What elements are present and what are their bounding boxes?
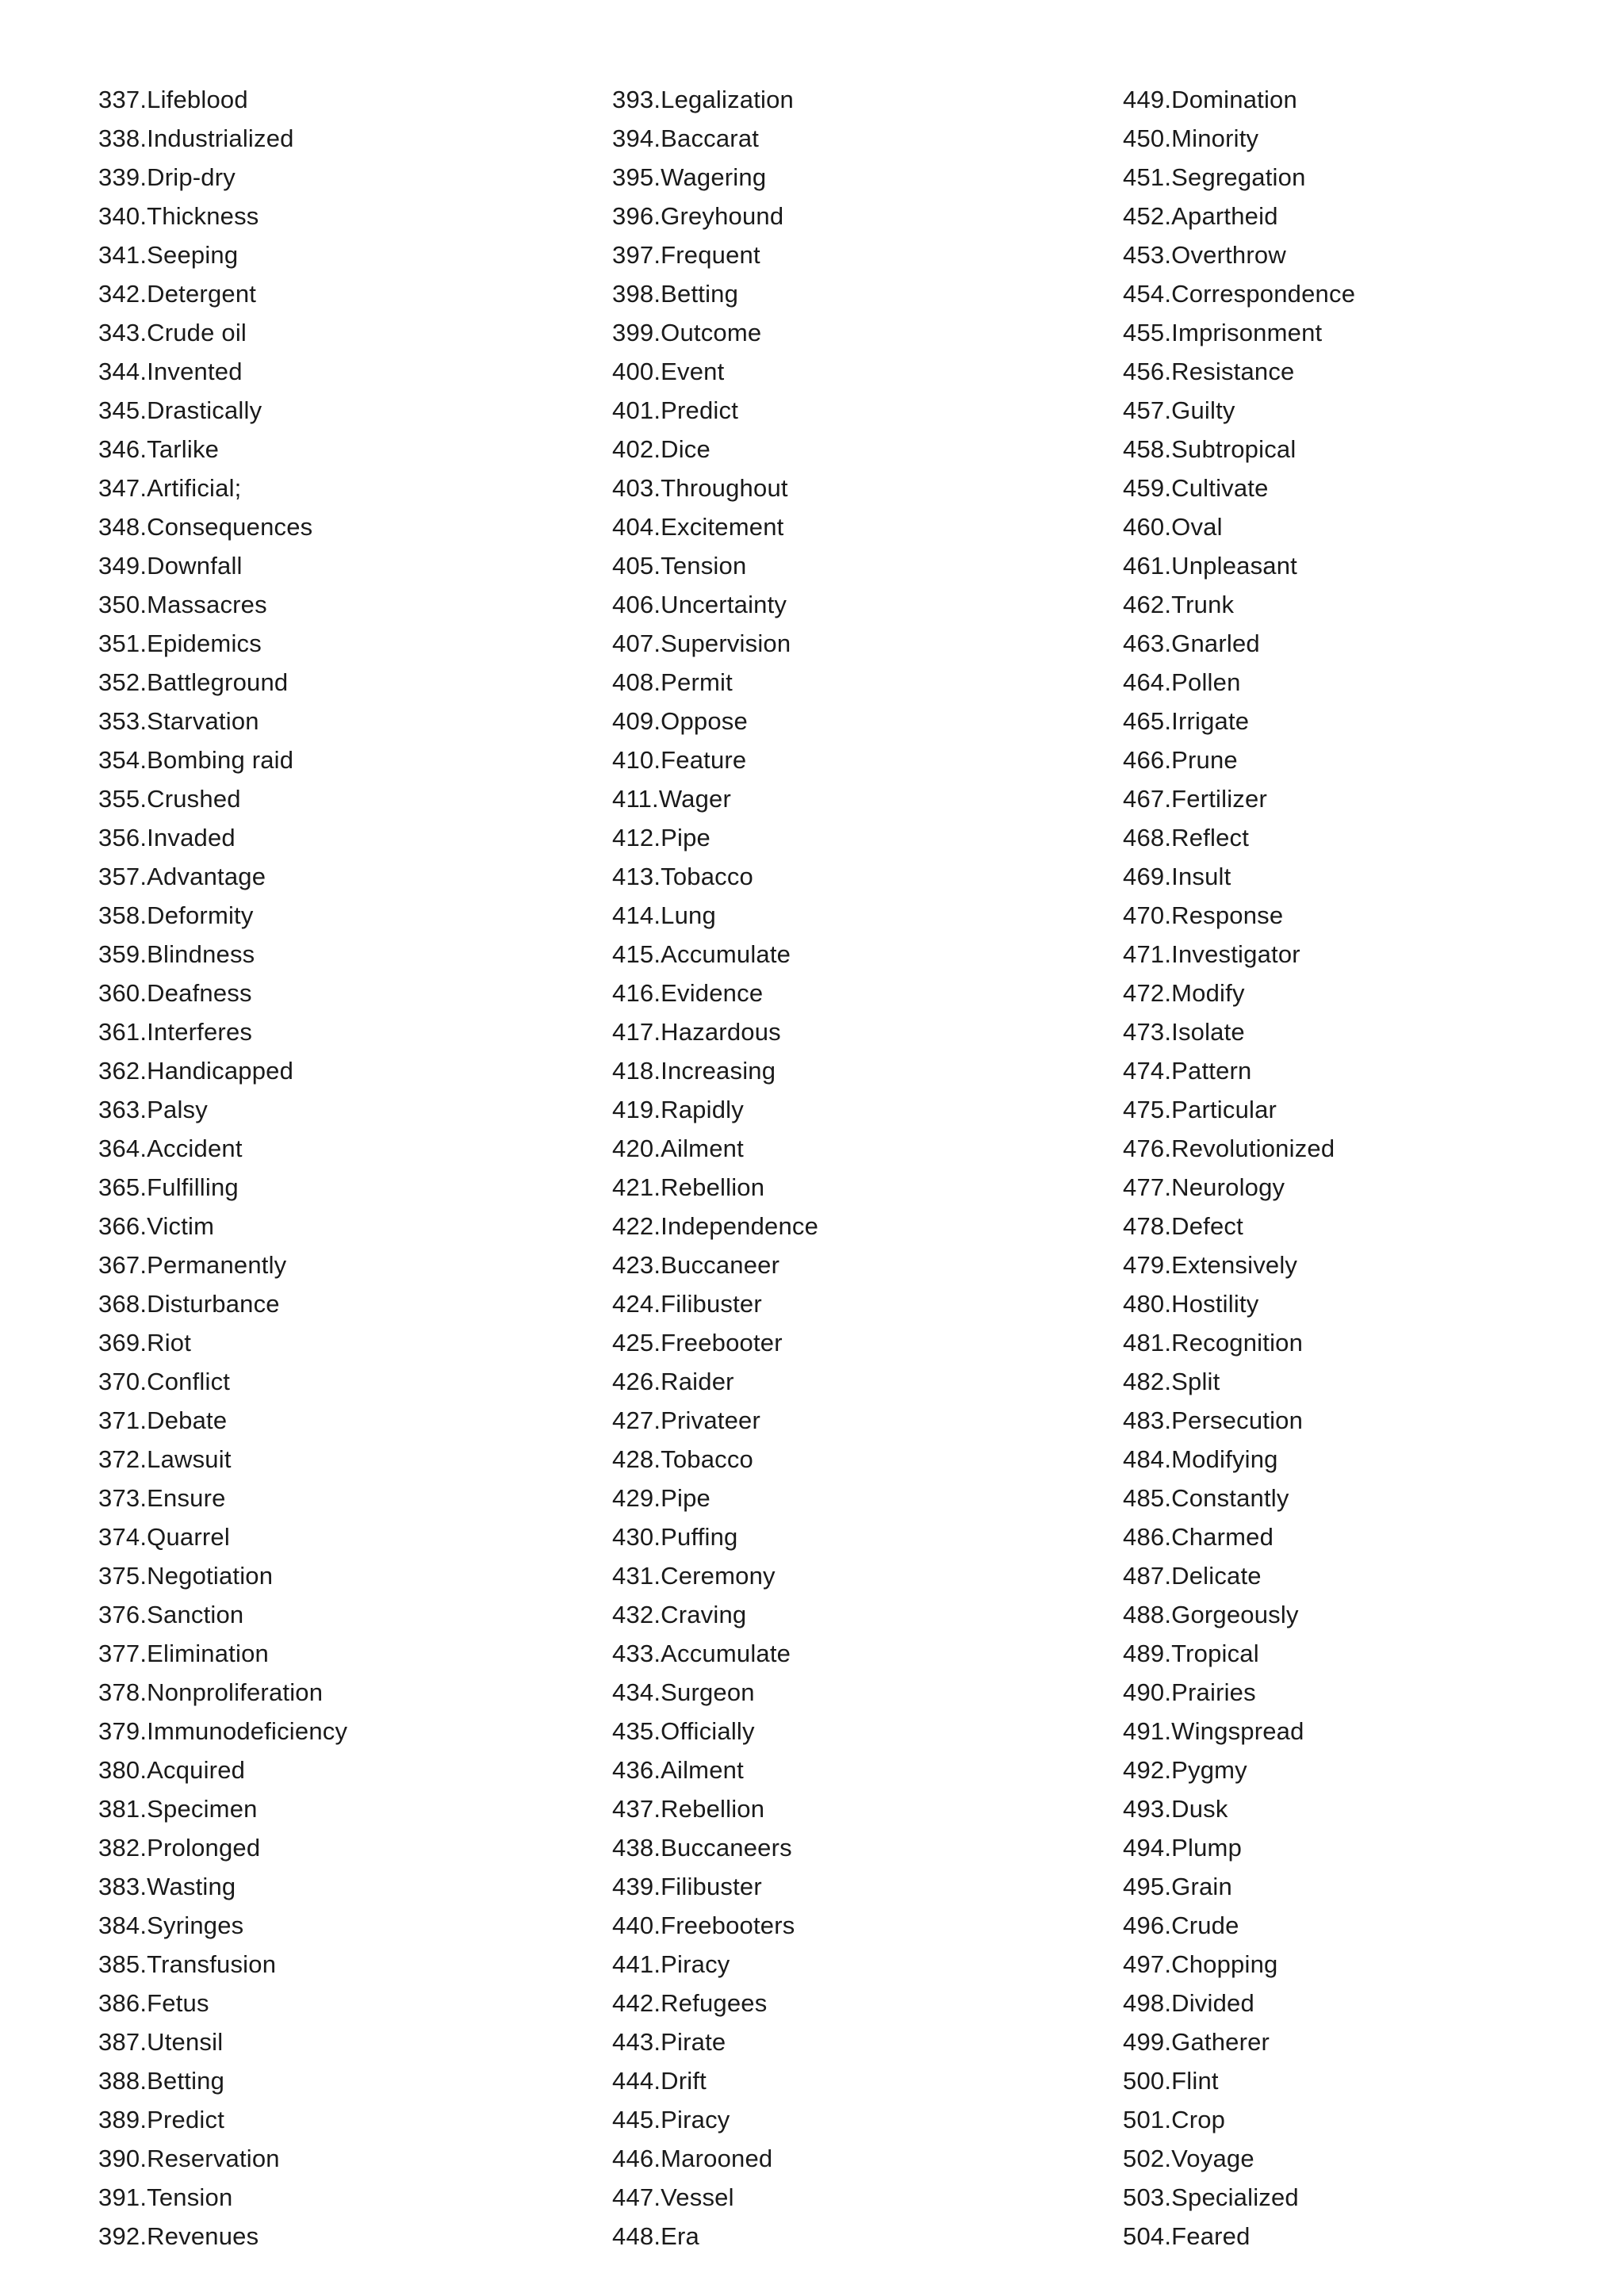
- vocabulary-item: 491.Wingspread: [1123, 1717, 1304, 1745]
- vocabulary-item: 379.Immunodeficiency: [98, 1717, 348, 1745]
- vocabulary-item: 360.Deafness: [98, 979, 252, 1007]
- vocabulary-item: 496.Crude: [1123, 1911, 1239, 1939]
- vocabulary-item: 337.Lifeblood: [98, 86, 248, 113]
- vocabulary-item: 346.Tarlike: [98, 435, 220, 463]
- vocabulary-item: 355.Crushed: [98, 785, 241, 813]
- vocabulary-item: 343.Crude oil: [98, 319, 247, 346]
- vocabulary-item: 373.Ensure: [98, 1484, 226, 1512]
- vocabulary-item: 443.Pirate: [612, 2028, 726, 2056]
- vocabulary-item: 365.Fulfilling: [98, 1173, 239, 1201]
- vocabulary-item: 375.Negotiation: [98, 1562, 274, 1590]
- vocabulary-item: 356.Invaded: [98, 824, 236, 851]
- vocabulary-item: 472.Modify: [1123, 979, 1245, 1007]
- vocabulary-item: 385.Transfusion: [98, 1950, 277, 1978]
- vocabulary-item: 494.Plump: [1123, 1834, 1243, 1862]
- vocabulary-item: 395.Wagering: [612, 163, 767, 191]
- vocabulary-item: 424.Filibuster: [612, 1290, 762, 1318]
- word-column-1: [98, 80, 347, 2256]
- vocabulary-item: 416.Evidence: [612, 979, 764, 1007]
- vocabulary-item: 415.Accumulate: [612, 940, 791, 968]
- vocabulary-item: 381.Specimen: [98, 1795, 258, 1823]
- vocabulary-item: 378.Nonproliferation: [98, 1678, 324, 1706]
- vocabulary-item: 460.Oval: [1123, 513, 1223, 541]
- vocabulary-item: 412.Pipe: [612, 824, 710, 851]
- vocabulary-item: 466.Prune: [1123, 746, 1238, 774]
- vocabulary-item: 503.Specialized: [1123, 2183, 1299, 2211]
- vocabulary-item: 396.Greyhound: [612, 202, 784, 230]
- vocabulary-item: 490.Prairies: [1123, 1678, 1256, 1706]
- vocabulary-item: 426.Raider: [612, 1368, 734, 1395]
- vocabulary-item: 464.Pollen: [1123, 668, 1241, 696]
- vocabulary-item: 484.Modifying: [1123, 1445, 1278, 1473]
- vocabulary-item: 367.Permanently: [98, 1251, 287, 1279]
- vocabulary-item: 429.Pipe: [612, 1484, 710, 1512]
- vocabulary-item: 432.Craving: [612, 1601, 747, 1628]
- vocabulary-item: 476.Revolutionized: [1123, 1135, 1335, 1162]
- vocabulary-item: 499.Gatherer: [1123, 2028, 1270, 2056]
- vocabulary-item: 374.Quarrel: [98, 1523, 230, 1551]
- vocabulary-item: 419.Rapidly: [612, 1096, 744, 1123]
- vocabulary-item: 451.Segregation: [1123, 163, 1306, 191]
- vocabulary-item: 457.Guilty: [1123, 396, 1235, 424]
- vocabulary-item: 448.Era: [612, 2222, 699, 2250]
- vocabulary-item: 390.Reservation: [98, 2145, 280, 2172]
- vocabulary-item: 492.Pygmy: [1123, 1756, 1247, 1784]
- vocabulary-item: 428.Tobacco: [612, 1445, 753, 1473]
- vocabulary-item: 369.Riot: [98, 1329, 192, 1357]
- vocabulary-item: 421.Rebellion: [612, 1173, 765, 1201]
- vocabulary-item: 408.Permit: [612, 668, 733, 696]
- vocabulary-item: 489.Tropical: [1123, 1640, 1259, 1667]
- vocabulary-item: 454.Correspondence: [1123, 280, 1356, 308]
- vocabulary-item: 504.Feared: [1123, 2222, 1251, 2250]
- vocabulary-item: 377.Elimination: [98, 1640, 269, 1667]
- vocabulary-item: 452.Apartheid: [1123, 202, 1278, 230]
- vocabulary-item: 399.Outcome: [612, 319, 762, 346]
- vocabulary-item: 341.Seeping: [98, 241, 239, 269]
- vocabulary-item: 502.Voyage: [1123, 2145, 1254, 2172]
- vocabulary-item: 423.Buccaneer: [612, 1251, 780, 1279]
- vocabulary-item: 446.Marooned: [612, 2145, 773, 2172]
- vocabulary-item: 471.Investigator: [1123, 940, 1300, 968]
- vocabulary-item: 413.Tobacco: [612, 863, 753, 890]
- vocabulary-item: 483.Persecution: [1123, 1406, 1304, 1434]
- vocabulary-item: 363.Palsy: [98, 1096, 208, 1123]
- vocabulary-item: 498.Divided: [1123, 1989, 1254, 2017]
- vocabulary-item: 376.Sanction: [98, 1601, 244, 1628]
- vocabulary-item: 417.Hazardous: [612, 1018, 781, 1046]
- vocabulary-item: 420.Ailment: [612, 1135, 744, 1162]
- vocabulary-item: 347.Artificial;: [98, 474, 242, 502]
- vocabulary-item: 481.Recognition: [1123, 1329, 1304, 1357]
- vocabulary-item: 487.Delicate: [1123, 1562, 1262, 1590]
- vocabulary-item: 477.Neurology: [1123, 1173, 1285, 1201]
- vocabulary-item: 339.Drip-dry: [98, 163, 236, 191]
- vocabulary-item: 401.Predict: [612, 396, 739, 424]
- vocabulary-item: 435.Officially: [612, 1717, 755, 1745]
- vocabulary-item: 441.Piracy: [612, 1950, 730, 1978]
- vocabulary-item: 387.Utensil: [98, 2028, 224, 2056]
- vocabulary-item: 474.Pattern: [1123, 1057, 1252, 1085]
- vocabulary-item: 409.Oppose: [612, 707, 748, 735]
- vocabulary-item: 402.Dice: [612, 435, 710, 463]
- vocabulary-item: 444.Drift: [612, 2067, 707, 2095]
- vocabulary-item: 462.Trunk: [1123, 591, 1235, 618]
- vocabulary-item: 384.Syringes: [98, 1911, 244, 1939]
- vocabulary-item: 414.Lung: [612, 901, 716, 929]
- vocabulary-item: 340.Thickness: [98, 202, 259, 230]
- vocabulary-item: 475.Particular: [1123, 1096, 1277, 1123]
- vocabulary-item: 440.Freebooters: [612, 1911, 795, 1939]
- vocabulary-item: 501.Crop: [1123, 2106, 1226, 2133]
- vocabulary-item: 470.Response: [1123, 901, 1284, 929]
- vocabulary-item: 455.Imprisonment: [1123, 319, 1323, 346]
- vocabulary-item: 359.Blindness: [98, 940, 255, 968]
- vocabulary-item: 353.Starvation: [98, 707, 259, 735]
- vocabulary-item: 425.Freebooter: [612, 1329, 783, 1357]
- vocabulary-item: 352.Battleground: [98, 668, 289, 696]
- vocabulary-item: 400.Event: [612, 358, 725, 385]
- vocabulary-item: 388.Betting: [98, 2067, 225, 2095]
- vocabulary-item: 407.Supervision: [612, 629, 791, 657]
- word-column-3: [1123, 80, 1355, 2256]
- vocabulary-item: 404.Excitement: [612, 513, 784, 541]
- vocabulary-item: 438.Buccaneers: [612, 1834, 792, 1862]
- vocabulary-item: 427.Privateer: [612, 1406, 760, 1434]
- vocabulary-item: 368.Disturbance: [98, 1290, 280, 1318]
- vocabulary-item: 450.Minority: [1123, 124, 1259, 152]
- vocabulary-item: 493.Dusk: [1123, 1795, 1228, 1823]
- vocabulary-item: 468.Reflect: [1123, 824, 1250, 851]
- vocabulary-item: 436.Ailment: [612, 1756, 744, 1784]
- vocabulary-item: 397.Frequent: [612, 241, 760, 269]
- vocabulary-item: 469.Insult: [1123, 863, 1231, 890]
- vocabulary-item: 437.Rebellion: [612, 1795, 765, 1823]
- vocabulary-item: 350.Massacres: [98, 591, 267, 618]
- vocabulary-item: 391.Tension: [98, 2183, 233, 2211]
- vocabulary-item: 349.Downfall: [98, 552, 243, 580]
- vocabulary-item: 348.Consequences: [98, 513, 313, 541]
- vocabulary-item: 361.Interferes: [98, 1018, 253, 1046]
- vocabulary-item: 383.Wasting: [98, 1873, 236, 1900]
- vocabulary-item: 433.Accumulate: [612, 1640, 791, 1667]
- vocabulary-item: 445.Piracy: [612, 2106, 730, 2133]
- vocabulary-item: 398.Betting: [612, 280, 739, 308]
- vocabulary-item: 358.Deformity: [98, 901, 254, 929]
- vocabulary-item: 393.Legalization: [612, 86, 794, 113]
- vocabulary-item: 449.Domination: [1123, 86, 1297, 113]
- vocabulary-item: 463.Gnarled: [1123, 629, 1260, 657]
- vocabulary-item: 422.Independence: [612, 1212, 819, 1240]
- word-column-2: [612, 80, 818, 2256]
- vocabulary-item: 456.Resistance: [1123, 358, 1295, 385]
- vocabulary-item: 431.Ceremony: [612, 1562, 776, 1590]
- vocabulary-item: 467.Fertilizer: [1123, 785, 1267, 813]
- vocabulary-item: 392.Revenues: [98, 2222, 259, 2250]
- vocabulary-item: 486.Charmed: [1123, 1523, 1274, 1551]
- vocabulary-item: 478.Defect: [1123, 1212, 1243, 1240]
- vocabulary-item: 357.Advantage: [98, 863, 266, 890]
- vocabulary-item: 364.Accident: [98, 1135, 243, 1162]
- vocabulary-item: 497.Chopping: [1123, 1950, 1278, 1978]
- vocabulary-item: 458.Subtropical: [1123, 435, 1297, 463]
- vocabulary-item: 485.Constantly: [1123, 1484, 1289, 1512]
- vocabulary-item: 370.Conflict: [98, 1368, 231, 1395]
- vocabulary-item: 461.Unpleasant: [1123, 552, 1297, 580]
- vocabulary-item: 345.Drastically: [98, 396, 262, 424]
- vocabulary-item: 442.Refugees: [612, 1989, 768, 2017]
- vocabulary-item: 366.Victim: [98, 1212, 215, 1240]
- vocabulary-item: 403.Throughout: [612, 474, 788, 502]
- vocabulary-item: 405.Tension: [612, 552, 747, 580]
- vocabulary-item: 362.Handicapped: [98, 1057, 294, 1085]
- vocabulary-item: 479.Extensively: [1123, 1251, 1298, 1279]
- vocabulary-item: 447.Vessel: [612, 2183, 734, 2211]
- vocabulary-item: 411.Wager: [612, 785, 731, 813]
- vocabulary-item: 410.Feature: [612, 746, 747, 774]
- vocabulary-item: 382.Prolonged: [98, 1834, 261, 1862]
- vocabulary-item: 500.Flint: [1123, 2067, 1219, 2095]
- vocabulary-item: 459.Cultivate: [1123, 474, 1269, 502]
- vocabulary-item: 439.Filibuster: [612, 1873, 762, 1900]
- vocabulary-item: 465.Irrigate: [1123, 707, 1250, 735]
- vocabulary-item: 351.Epidemics: [98, 629, 262, 657]
- vocabulary-item: 482.Split: [1123, 1368, 1220, 1395]
- vocabulary-item: 434.Surgeon: [612, 1678, 755, 1706]
- vocabulary-item: 473.Isolate: [1123, 1018, 1245, 1046]
- vocabulary-item: 354.Bombing raid: [98, 746, 294, 774]
- vocabulary-item: 406.Uncertainty: [612, 591, 787, 618]
- vocabulary-item: 386.Fetus: [98, 1989, 209, 2017]
- vocabulary-item: 380.Acquired: [98, 1756, 246, 1784]
- vocabulary-item: 418.Increasing: [612, 1057, 776, 1085]
- vocabulary-item: 394.Baccarat: [612, 124, 760, 152]
- vocabulary-item: 453.Overthrow: [1123, 241, 1286, 269]
- vocabulary-item: 371.Debate: [98, 1406, 228, 1434]
- vocabulary-item: 488.Gorgeously: [1123, 1601, 1299, 1628]
- vocabulary-item: 342.Detergent: [98, 280, 257, 308]
- vocabulary-item: 372.Lawsuit: [98, 1445, 232, 1473]
- vocabulary-item: 480.Hostility: [1123, 1290, 1259, 1318]
- vocabulary-item: 495.Grain: [1123, 1873, 1232, 1900]
- vocabulary-item: 344.Invented: [98, 358, 243, 385]
- vocabulary-item: 430.Puffing: [612, 1523, 738, 1551]
- vocabulary-item: 389.Predict: [98, 2106, 225, 2133]
- vocabulary-item: 338.Industrialized: [98, 124, 294, 152]
